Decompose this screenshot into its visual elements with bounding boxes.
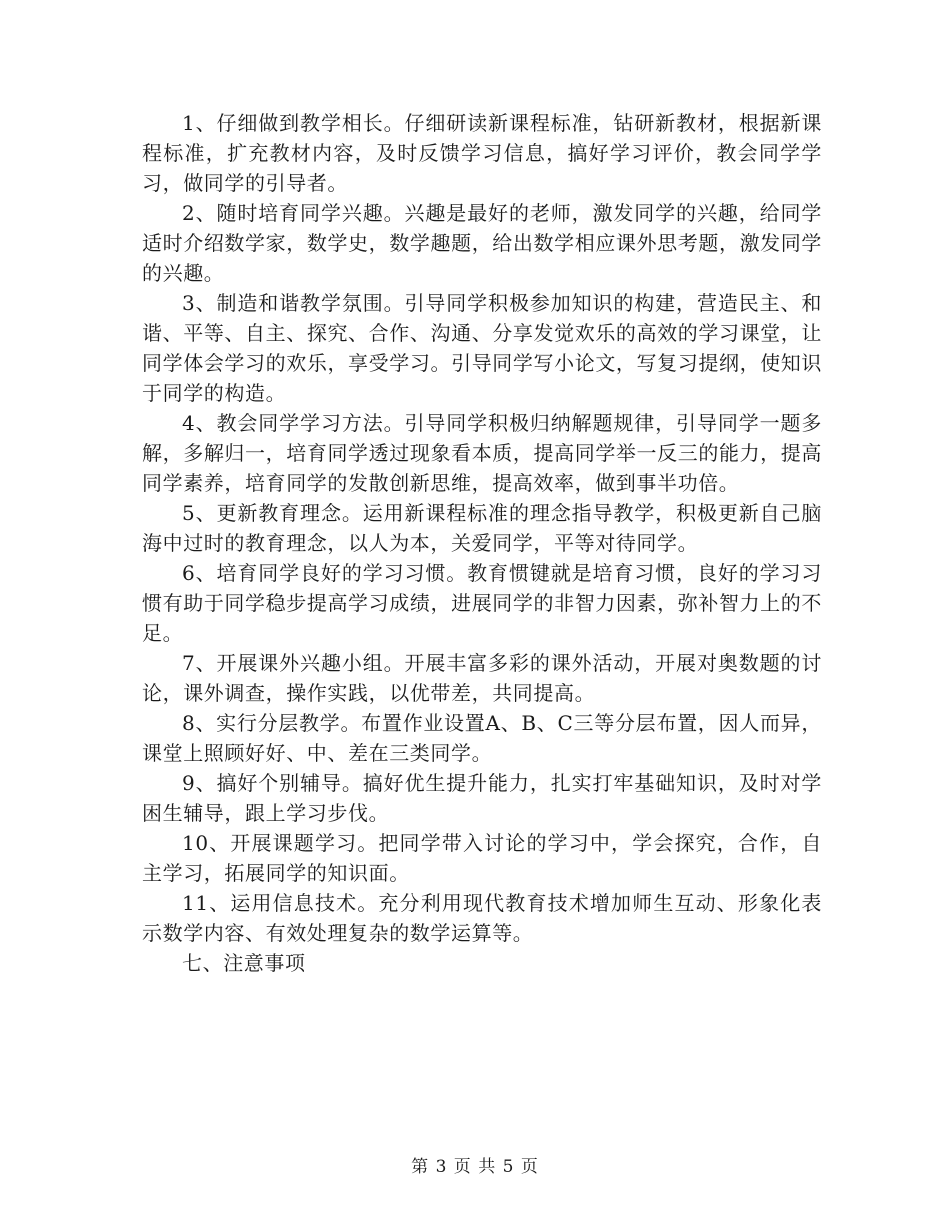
- paragraph-4: 4、教会同学学习方法。引导同学积极归纳解题规律，引导同学一题多解，多解归一，培育同学透过现象看本质，提高同学举一反三的能力，提高同学素养，培育同学的发散创新思维，提高效率，做到事半功倍。: [142, 411, 822, 495]
- paragraph-6: 6、培育同学良好的学习习惯。教育惯键就是培育习惯，良好的学习习惯有助于同学稳步提高学习成绩，进展同学的非智力因素，弥补智力上的不足。: [142, 561, 822, 645]
- paragraph-7: 7、开展课外兴趣小组。开展丰富多彩的课外活动，开展对奥数题的讨论，课外调查，操作实践，以优带差，共同提高。: [142, 651, 822, 705]
- page-number-footer: 第 3 页 共 5 页: [411, 1157, 539, 1177]
- paragraph-3: 3、制造和谐教学氛围。引导同学积极参加知识的构建，营造民主、和谐、平等、自主、探究、合作、沟通、分享发觉欢乐的高效的学习课堂，让同学体会学习的欢乐，享受学习。引导同学写小论文，写复习提纲，使知识于同学的构造。: [142, 291, 822, 405]
- paragraph-10: 10、开展课题学习。把同学带入讨论的学习中，学会探究，合作，自主学习，拓展同学的知识面。: [142, 831, 822, 885]
- paragraph-5: 5、更新教育理念。运用新课程标准的理念指导教学，积极更新自己脑海中过时的教育理念，以人为本，关爱同学，平等对待同学。: [142, 501, 822, 555]
- paragraph-9: 9、搞好个别辅导。搞好优生提升能力，扎实打牢基础知识，及时对学困生辅导，跟上学习步伐。: [142, 771, 822, 825]
- paragraph-11: 11、运用信息技术。充分利用现代教育技术增加师生互动、形象化表示数学内容、有效处理复杂的数学运算等。: [142, 891, 822, 945]
- paragraph-8: 8、实行分层教学。布置作业设置A、B、C三等分层布置，因人而异，课堂上照顾好好、中、差在三类同学。: [142, 711, 822, 765]
- document-body: [142, 108, 822, 978]
- paragraph-1: 1、仔细做到教学相长。仔细研读新课程标准，钻研新教材，根据新课程标准，扩充教材内容，及时反馈学习信息，搞好学习评价，教会同学学习，做同学的引导者。: [142, 111, 822, 195]
- section-heading-notes: 七、注意事项: [182, 951, 306, 975]
- paragraph-2: 2、随时培育同学兴趣。兴趣是最好的老师，激发同学的兴趣，给同学适时介绍数学家，数学史，数学趣题，给出数学相应课外思考题，激发同学的兴趣。: [142, 201, 822, 285]
